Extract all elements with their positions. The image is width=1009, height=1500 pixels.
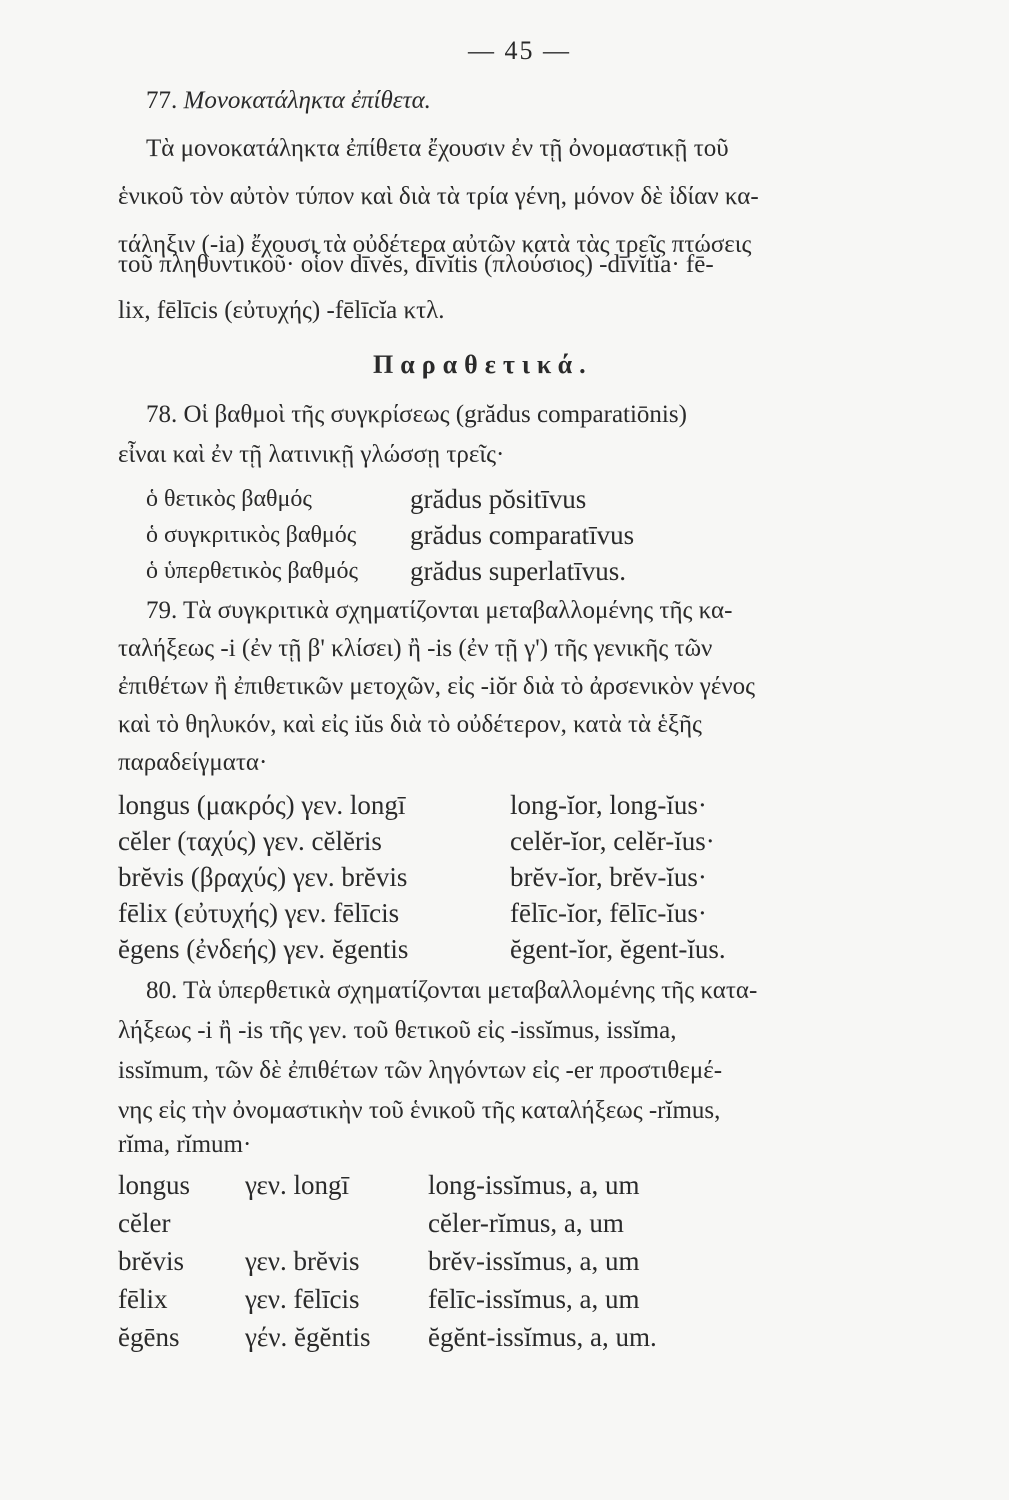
degree-greek-1: ὁ θετικὸς βαθμός <box>146 486 312 512</box>
comp-example-2-right: celĕr-ĭor, celĕr-ĭus· <box>510 826 715 856</box>
degree-latin-3: grădus superlatīvus. <box>410 556 626 586</box>
s77-line-2: ἑνικοῦ τὸν αὐτὸν τύπον καὶ διὰ τὰ τρία γένη, μόνον δὲ ἰδίαν κα- <box>118 183 759 210</box>
sup-example-4-sup: fēlīc-issĭmus, a, um <box>428 1284 640 1314</box>
sup-example-3-sup: brĕv-issĭmus, a, um <box>428 1246 640 1276</box>
sup-example-5-gen: γέν. ĕgĕntis <box>245 1322 371 1352</box>
degree-latin-1: grădus pŏsitīvus <box>410 484 587 514</box>
sup-example-1-word: longus <box>118 1170 191 1200</box>
s77-line-1: Τὰ μονοκατάληκτα ἐπίθετα ἔχουσιν ἐν τῇ ὀνομαστικῇ τοῦ <box>146 135 729 162</box>
heading-text: Μονοκατάληκτα ἐπίθετα. <box>183 87 431 114</box>
s77-line-4: τοῦ πληθυντικοῦ· οἷον dīvĕs, dīvĭtis (πλούσιος) -dīvĭtĭa· fē- <box>118 251 714 278</box>
comp-example-2-left: cĕler (ταχύς) γεν. cĕlĕris <box>118 826 382 856</box>
sup-example-3-gen: γεν. brĕvis <box>245 1246 360 1276</box>
comp-example-4-left: fēlix (εὐτυχής) γεν. fēlīcis <box>118 898 400 928</box>
degree-latin-2: grădus comparatīvus <box>410 520 635 550</box>
comp-example-1-left: longus (μακρός) γεν. longī <box>118 790 406 820</box>
s80-line-4: νης εἰς τὴν ὀνομαστικὴν τοῦ ἑνικοῦ τῆς καταλήξεως -rĭmus, <box>118 1097 721 1124</box>
sup-example-4-word: fēlix <box>118 1284 168 1314</box>
comp-example-4-right: fēlīc-ĭor, fēlīc-ĭus· <box>510 898 707 928</box>
sup-example-2-word: cĕler <box>118 1208 171 1238</box>
sup-example-5-word: ĕgēns <box>118 1322 180 1352</box>
comp-example-3-right: brĕv-ĭor, brĕv-ĭus· <box>510 862 707 892</box>
comp-example-5-right: ĕgent-ĭor, ĕgent-ĭus. <box>510 934 726 964</box>
s77-line-5: lix, fēlīcis (εὐτυχής) -fēlīcĭa κτλ. <box>118 297 445 324</box>
sup-example-1-sup: long-issĭmus, a, um <box>428 1170 640 1200</box>
s79-line-5: παραδείγματα· <box>118 749 268 776</box>
sup-example-5-sup: ĕgĕnt-issĭmus, a, um. <box>428 1322 657 1352</box>
page-number: — 45 — <box>468 36 571 65</box>
comp-example-1-right: long-ĭor, long-ĭus· <box>510 790 707 820</box>
s79-line-4: καὶ τὸ θηλυκόν, καὶ εἰς iŭs διὰ τὸ οὐδέτερον, κατὰ τὰ ἑξῆς <box>118 711 702 738</box>
s80-line-1: 80. Τὰ ὑπερθετικὰ σχηματίζονται μεταβαλλομένης τῆς κατα- <box>146 977 758 1004</box>
section-title-parathetika: Παραθετικά. <box>373 350 593 379</box>
heading-number: 77. <box>146 87 178 114</box>
s77-line-3: τάληξιν (-ia) ἔχουσι τὰ οὐδέτερα αὐτῶν κατὰ τὰς τρεῖς πτώσεις <box>118 231 752 258</box>
s80-line-5: rĭma, rĭmum· <box>118 1131 252 1158</box>
sup-example-4-gen: γεν. fēlīcis <box>245 1284 360 1314</box>
s78-line-1: 78. Οἱ βαθμοὶ τῆς συγκρίσεως (grădus comparatiōnis) <box>146 401 687 428</box>
s79-line-2: ταλήξεως -i (ἐν τῇ β' κλίσει) ἢ -is (ἐν τῇ γ') τῆς γενικῆς τῶν <box>118 635 713 662</box>
sup-example-2-sup: cĕler-rĭmus, a, um <box>428 1208 624 1238</box>
s78-line-2: εἶναι καὶ ἐν τῇ λατινικῇ γλώσσῃ τρεῖς· <box>118 441 505 468</box>
comp-example-3-left: brĕvis (βραχύς) γεν. brĕvis <box>118 862 408 892</box>
section-77-heading <box>146 86 431 116</box>
s79-line-1: 79. Τὰ συγκριτικὰ σχηματίζονται μεταβαλλομένης τῆς κα- <box>146 597 733 624</box>
degree-greek-3: ὁ ὑπερθετικὸς βαθμός <box>146 558 358 584</box>
degree-greek-2: ὁ συγκριτικὸς βαθμός <box>146 522 357 548</box>
s80-line-2: λήξεως -i ἢ -is τῆς γεν. τοῦ θετικοῦ εἰς -issĭmus, issĭma, <box>118 1017 677 1044</box>
sup-example-3-word: brĕvis <box>118 1246 184 1276</box>
comp-example-5-left: ĕgens (ἐνδεής) γεν. ĕgentis <box>118 934 409 964</box>
s80-line-3: issĭmum, τῶν δὲ ἐπιθέτων τῶν ληγόντων εἰς -er προστιθεμέ- <box>118 1057 723 1084</box>
sup-example-1-gen: γεν. longī <box>245 1170 350 1200</box>
s79-line-3: ἐπιθέτων ἢ ἐπιθετικῶν μετοχῶν, εἰς -iŏr διὰ τὸ ἀρσενικὸν γένος <box>118 673 756 700</box>
